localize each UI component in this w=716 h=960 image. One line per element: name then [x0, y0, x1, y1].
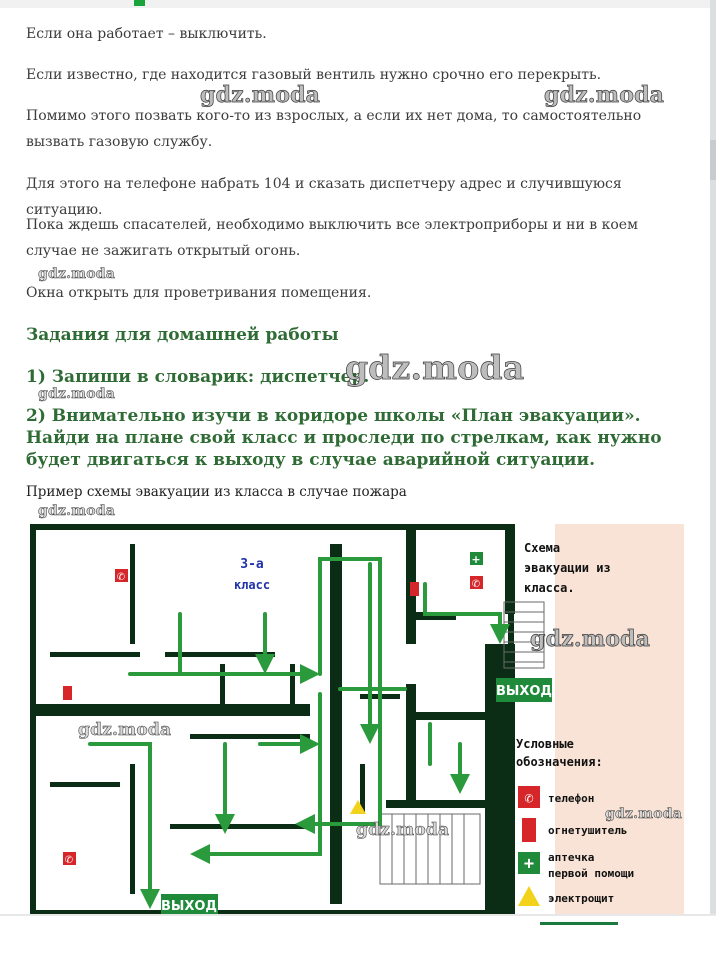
paragraph-5: Пока ждешь спасателей, необходимо выключить все электроприборы и ни в коем случае не зажигать открытый огонь. [26, 217, 638, 259]
svg-text:✆: ✆ [524, 789, 534, 807]
task-1: 1) Запиши в словарик: диспетчер. [26, 367, 370, 387]
scheme-title: Схема [524, 541, 561, 555]
class-label: 3-а [240, 557, 264, 572]
watermark: gdz.moda [345, 348, 525, 387]
watermark: gdz.moda [38, 503, 116, 519]
svg-text:эвакуации из: эвакуации из [524, 561, 611, 575]
scrollbar-track[interactable] [710, 0, 716, 915]
svg-text:+: + [471, 553, 481, 566]
homework-title: Задания для домашней работы [26, 325, 339, 345]
legend-title: Условные [516, 737, 574, 751]
footer-divider [0, 914, 716, 916]
green-square-icon [134, 0, 145, 6]
watermark: gdz.moda [605, 806, 683, 822]
watermark: gdz.moda [356, 820, 450, 840]
paragraph-4: Для этого на телефоне набрать 104 и сказать диспетчеру адрес и случившуюся ситуацию. [26, 176, 622, 218]
task-2: 2) Внимательно изучи в коридоре школы «План эвакуации». Найди на плане свой класс и проследи по стрелкам, как нужно будет двигаться к выходу в случае аварийной ситуации. [26, 406, 662, 470]
watermark: gdz.moda [200, 82, 321, 108]
watermark: gdz.moda [530, 626, 651, 652]
svg-text:электрощит: электрощит [548, 892, 615, 905]
svg-text:✆: ✆ [471, 579, 481, 590]
paragraph-3: Помимо этого позвать кого-то из взрослых, а если их нет дома, то самостоятельно вызвать газовую службу. [26, 108, 642, 150]
svg-text:класс: класс [233, 578, 271, 592]
paragraph-1: Если она работает – выключить. [26, 26, 267, 42]
svg-text:ВЫХОД: ВЫХОД [160, 899, 218, 914]
watermark: gdz.moda [38, 266, 116, 282]
svg-text:огнетушитель: огнетушитель [548, 824, 628, 837]
page-footer [0, 914, 716, 960]
svg-text:✆: ✆ [64, 855, 74, 866]
watermark: gdz.moda [38, 386, 116, 402]
paragraph-2: Если известно, где находится газовый вентиль нужно срочно его перекрыть. [26, 67, 602, 83]
paragraph-6: Окна открыть для проветривания помещения. [26, 285, 372, 301]
browser-top-strip [0, 0, 716, 8]
svg-text:+: + [523, 854, 535, 874]
svg-text:ВЫХОД: ВЫХОД [495, 684, 553, 699]
svg-text:класса.: класса. [524, 581, 575, 595]
svg-text:✆: ✆ [116, 572, 126, 583]
svg-text:телефон: телефон [548, 792, 595, 805]
scrollbar-thumb[interactable] [710, 140, 716, 180]
extinguisher-icon-plan-1 [63, 686, 72, 700]
figure-caption: Пример схемы эвакуации из класса в случае пожара [26, 484, 407, 500]
svg-text:аптечка: аптечка [548, 851, 595, 864]
watermark: gdz.moda [544, 82, 665, 108]
svg-text:обозначения:: обозначения: [516, 755, 603, 769]
footer-accent-bar [540, 922, 618, 925]
svg-text:первой помощи: первой помощи [548, 867, 635, 880]
watermark: gdz.moda [78, 720, 172, 740]
extinguisher-icon-plan-2 [410, 582, 419, 596]
